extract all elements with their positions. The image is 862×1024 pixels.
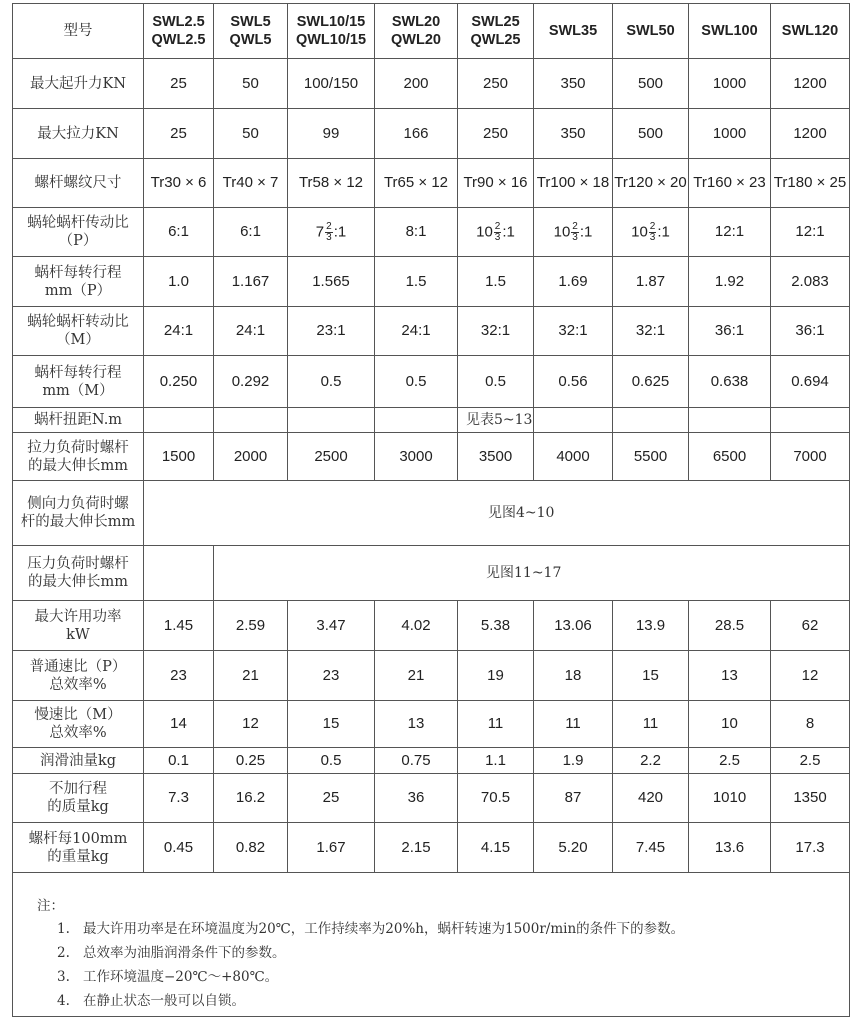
table-cell: Tr90 × 16 [458,159,534,208]
table-cell: 36:1 [771,307,850,356]
table-cell: 3.47 [288,601,375,651]
table-row [13,433,850,481]
table-cell [534,408,613,433]
table-cell: 12 [771,651,850,701]
row-label: 蜗杆每转行程 mm（P） [13,257,144,307]
table-cell: 32:1 [613,307,689,356]
table-row [13,307,850,356]
table-cell: 15 [613,651,689,701]
table-cell: 10 $\frac{2}{3}$ :1 [534,208,613,257]
row-label: 最大拉力KN [13,109,144,159]
table-cell: 0.625 [613,356,689,408]
table-cell: 12:1 [771,208,850,257]
table-cell: 32:1 [534,307,613,356]
table-cell: 23 [288,651,375,701]
table-cell: 1010 [689,774,771,823]
table-cell: 1.167 [214,257,288,307]
table-cell: 6:1 [214,208,288,257]
table-cell: 0.1 [144,748,214,774]
table-row [13,257,850,307]
header-model: SWL20 QWL20 [375,4,458,59]
table-cell: 6:1 [144,208,214,257]
table-cell: Tr65 × 12 [375,159,458,208]
table-cell: 1.67 [288,823,375,873]
table-cell: 350 [534,109,613,159]
table-cell: 1200 [771,59,850,109]
row-label: 普通速比（P） 总效率% [13,651,144,701]
table-row [13,748,850,774]
table-cell [689,408,771,433]
table-cell: 5.20 [534,823,613,873]
table-cell: 23 [144,651,214,701]
table-cell: 0.5 [375,356,458,408]
table-cell: 24:1 [144,307,214,356]
table-cell: 8:1 [375,208,458,257]
table-row [13,601,850,651]
table-cell: 2.083 [771,257,850,307]
table-cell: 25 [144,59,214,109]
header-model: SWL100 [689,4,771,59]
table-cell: 11 [458,701,534,748]
header-model: SWL120 [771,4,850,59]
table-cell: 7 $\frac{2}{3}$ :1 [288,208,375,257]
note-item: 3. 工作环境温度−20℃～+80℃。 [57,969,279,985]
header-model: SWL10/15 QWL10/15 [288,4,375,59]
table-cell [613,408,689,433]
header-model: SWL50 [613,4,689,59]
table-cell: 2.2 [613,748,689,774]
table-cell: 12 [214,701,288,748]
table-cell: 0.25 [214,748,288,774]
table-cell: 0.56 [534,356,613,408]
table-cell: 1350 [771,774,850,823]
table-cell: 36:1 [689,307,771,356]
notes-title: 注： [37,898,64,914]
table-cell: 17.3 [771,823,850,873]
row-label: 不加行程 的质量kg [13,774,144,823]
table-row [13,481,850,546]
table-cell: 21 [214,651,288,701]
row-label: 最大起升力KN [13,59,144,109]
table-cell: 10 $\frac{2}{3}$ :1 [613,208,689,257]
see-figure-note: 见图4~10 [144,481,850,546]
table-cell: 7000 [771,433,850,481]
table-cell: 4.02 [375,601,458,651]
table-row [13,109,850,159]
row-label: 蜗轮蜗杆转动比 （M） [13,307,144,356]
table-cell: 18 [534,651,613,701]
table-cell: 7.45 [613,823,689,873]
table-cell [144,546,214,601]
header-model: SWL5 QWL5 [214,4,288,59]
row-label: 蜗杆扭距N.m [13,408,144,433]
header-model: SWL25 QWL25 [458,4,534,59]
row-label: 蜗杆每转行程 mm（M） [13,356,144,408]
table-cell: 87 [534,774,613,823]
table-cell: 3500 [458,433,534,481]
table-cell: 1000 [689,109,771,159]
table-cell: 1500 [144,433,214,481]
note-item: 4. 在静止状态一般可以自锁。 [57,993,245,1009]
table-cell: 1.69 [534,257,613,307]
table-cell: 0.45 [144,823,214,873]
table-cell: Tr180 × 25 [771,159,850,208]
table-cell: Tr58 × 12 [288,159,375,208]
table-cell: 3000 [375,433,458,481]
table-cell: 2.5 [771,748,850,774]
table-cell: 13.6 [689,823,771,873]
table-cell: 10 $\frac{2}{3}$ :1 [458,208,534,257]
table-cell: 13.9 [613,601,689,651]
table-cell: 11 [613,701,689,748]
table-cell: 4.15 [458,823,534,873]
row-label: 慢速比（M） 总效率% [13,701,144,748]
notes-box [12,872,850,1017]
table-cell: 28.5 [689,601,771,651]
table-cell: 0.694 [771,356,850,408]
table-cell [375,408,458,433]
table-cell: 0.5 [288,748,375,774]
table-cell: 13 [689,651,771,701]
table-cell: 13.06 [534,601,613,651]
table-cell: 0.638 [689,356,771,408]
table-cell [144,408,214,433]
table-cell: 1.9 [534,748,613,774]
table-cell: 5.38 [458,601,534,651]
fraction: $\frac{2}{3}$ [649,220,656,243]
table-cell: 15 [288,701,375,748]
table-cell: 19 [458,651,534,701]
table-cell: 1200 [771,109,850,159]
table-cell: 350 [534,59,613,109]
row-label: 润滑油量kg [13,748,144,774]
table-cell: 100/150 [288,59,375,109]
row-label: 最大许用功率 kW [13,601,144,651]
table-row [13,159,850,208]
table-cell: 1.87 [613,257,689,307]
table-row [13,651,850,701]
row-label: 压力负荷时螺杆 的最大伸长mm [13,546,144,601]
table-cell: 500 [613,59,689,109]
table-cell: 8 [771,701,850,748]
table-cell: 6500 [689,433,771,481]
fraction: $\frac{2}{3}$ [572,220,578,243]
table-cell [288,408,375,433]
table-cell: 2000 [214,433,288,481]
table-cell: 4000 [534,433,613,481]
header-model: SWL2.5 QWL2.5 [144,4,214,59]
spec-table [12,3,850,873]
table-cell: 1.45 [144,601,214,651]
table-cell: 25 [288,774,375,823]
table-cell: 0.82 [214,823,288,873]
header-label-model: 型号 [13,4,144,59]
table-cell: 1.92 [689,257,771,307]
note-item: 2. 总效率为油脂润滑条件下的参数。 [57,945,286,961]
table-cell: Tr120 × 20 [613,159,689,208]
row-label: 螺杆每100mm 的重量kg [13,823,144,873]
table-row [13,701,850,748]
table-cell: 25 [144,109,214,159]
table-cell: 420 [613,774,689,823]
table-cell: Tr40 × 7 [214,159,288,208]
table-cell: 24:1 [375,307,458,356]
table-row [13,208,850,257]
table-cell: 50 [214,59,288,109]
table-cell: 200 [375,59,458,109]
header-model: SWL35 [534,4,613,59]
table-cell: Tr160 × 23 [689,159,771,208]
table-cell: 36 [375,774,458,823]
header-row [13,4,850,59]
table-cell: 1.5 [375,257,458,307]
table-cell [771,408,850,433]
table-cell: 23:1 [288,307,375,356]
table-cell: 14 [144,701,214,748]
table-cell: 50 [214,109,288,159]
table-cell: 10 [689,701,771,748]
table-cell [458,408,534,433]
table-cell: 1.565 [288,257,375,307]
table-cell: 250 [458,109,534,159]
table-cell: 70.5 [458,774,534,823]
table-cell: 16.2 [214,774,288,823]
table-cell: 0.75 [375,748,458,774]
see-table-note: 见表5~13 [466,412,533,428]
table-cell: 32:1 [458,307,534,356]
table-cell: 1.1 [458,748,534,774]
fraction: $\frac{2}{3}$ [326,220,332,243]
table-cell: 12:1 [689,208,771,257]
table-cell: 500 [613,109,689,159]
table-cell: 62 [771,601,850,651]
table-cell: 250 [458,59,534,109]
table-cell: 166 [375,109,458,159]
table-cell: 13 [375,701,458,748]
see-figure-note: 见图11~17 [214,546,850,601]
fraction: $\frac{2}{3}$ [494,220,501,243]
row-label: 拉力负荷时螺杆 的最大伸长mm [13,433,144,481]
table-cell: 2500 [288,433,375,481]
table-row [13,774,850,823]
table-cell: 1.5 [458,257,534,307]
table-cell: 0.250 [144,356,214,408]
notes-list [57,917,684,1013]
table-cell [214,408,288,433]
table-cell: 24:1 [214,307,288,356]
table-cell: 2.5 [689,748,771,774]
table-cell: 7.3 [144,774,214,823]
table-row [13,823,850,873]
table-cell: Tr100 × 18 [534,159,613,208]
table-cell: 99 [288,109,375,159]
table-cell: 0.5 [288,356,375,408]
note-item: 1. 最大许用功率是在环境温度为20℃，工作持续率为20%h，蜗杆转速为1500r/min的条件下的参数。 [57,921,685,937]
table-cell: 0.5 [458,356,534,408]
table-cell: 21 [375,651,458,701]
row-label: 螺杆螺纹尺寸 [13,159,144,208]
table-row [13,356,850,408]
table-cell: 1.0 [144,257,214,307]
table-cell: 2.15 [375,823,458,873]
table-cell: 0.292 [214,356,288,408]
table-cell: 11 [534,701,613,748]
table-cell: Tr30 × 6 [144,159,214,208]
table-row [13,546,850,601]
row-label: 侧向力负荷时螺 杆的最大伸长mm [13,481,144,546]
table-cell: 2.59 [214,601,288,651]
table-row [13,59,850,109]
table-cell: 5500 [613,433,689,481]
table-cell: 1000 [689,59,771,109]
table-row [13,408,850,433]
row-label: 蜗轮蜗杆传动比 （P） [13,208,144,257]
